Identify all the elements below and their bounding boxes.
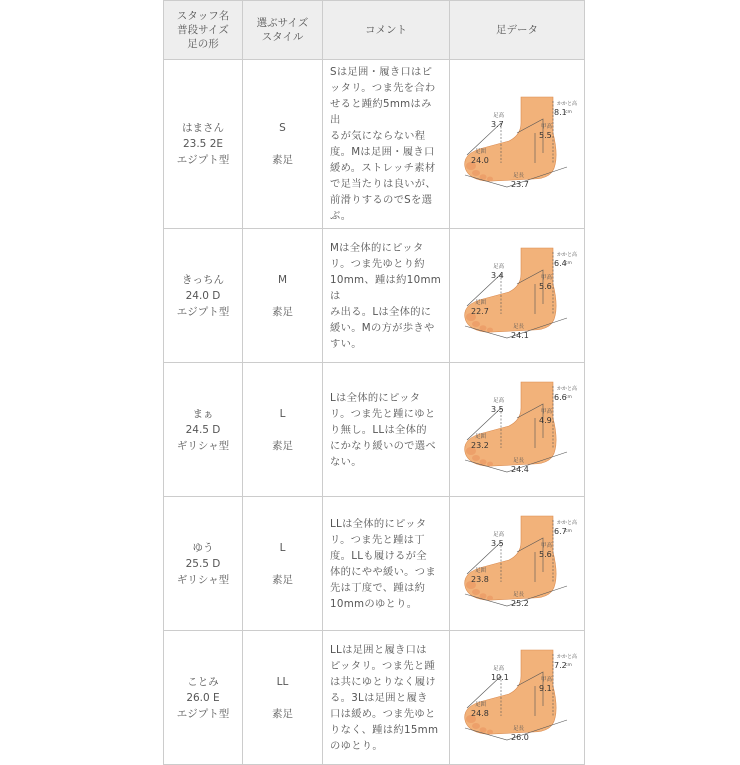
table-row-1: [164, 60, 585, 229]
comment-line: ぶ。: [330, 210, 352, 222]
heel-height-value: 7.2: [554, 661, 567, 670]
table-row-3: [164, 363, 585, 497]
comment-line: ピッタリ。つま先と踵: [330, 659, 436, 672]
comment-line: は共にゆとりなく履け: [330, 675, 436, 688]
foot-height-value: 3.5: [491, 405, 504, 414]
heel-height-value: 6.4: [554, 259, 567, 268]
width-value: 22.7: [471, 307, 489, 316]
comment-line: ない。: [330, 455, 362, 468]
unit-label: cm: [565, 395, 572, 400]
heel-height-value: 8.1: [554, 107, 567, 117]
heel-height-label: かかと高: [557, 654, 577, 660]
unit-label: cm: [565, 663, 572, 668]
comment-line: リ。つま先ゆとり約: [330, 257, 425, 270]
chosen-size: L: [279, 541, 286, 554]
staff-name: はまさん: [182, 122, 224, 134]
usual-size: 23.5 2E: [182, 138, 224, 150]
chosen-size: S: [279, 122, 286, 134]
staff-name: きっちん: [182, 273, 224, 286]
comment-line: 前滑りするのでSを選: [330, 194, 433, 206]
foot-data-cell: [450, 363, 585, 497]
foot-data-cell: [450, 631, 585, 765]
foot-shape: ギリシャ型: [176, 573, 230, 586]
chosen-size: M: [277, 273, 288, 286]
style: 素足: [272, 573, 293, 586]
unit-label: cm: [565, 109, 572, 115]
heel-height-value: 6.7: [554, 527, 567, 536]
instep-height-value: 5.6: [539, 550, 552, 559]
foot-height-value: 3.5: [491, 539, 504, 548]
foot-data-cell: [450, 229, 585, 363]
comment-line: 先は丁度で、踵は約: [330, 581, 426, 594]
comment-line: 度。Mは足囲・履き口: [330, 146, 435, 158]
instep-height-label: 甲高: [541, 677, 553, 683]
comment-line: りなく、踵は約15mm: [330, 723, 439, 736]
unit-label: cm: [565, 529, 572, 534]
instep-height-label: 甲高: [541, 409, 553, 415]
length-value: 23.7: [511, 179, 529, 189]
foot-shape: エジプト型: [176, 154, 230, 166]
foot-shape: ギリシャ型: [176, 439, 230, 452]
width-value: 24.0: [471, 155, 489, 165]
heel-height-label: かかと高: [557, 252, 577, 258]
size-cell: [243, 363, 323, 497]
length-label: 足長: [513, 172, 525, 179]
comment-line: LLは足囲と履き口は: [330, 643, 427, 656]
heel-height-label: かかと高: [557, 520, 577, 526]
comment-line: 体的にやや緩い。つま: [330, 565, 436, 578]
comment-line: 10mm、踵は約10mmは: [330, 273, 442, 302]
header-comment: コメント: [323, 1, 450, 60]
width-label: 足囲: [475, 568, 487, 574]
style: 素足: [272, 154, 293, 166]
staff-name: まぁ: [192, 407, 214, 420]
size-cell: [243, 60, 323, 229]
foot-height-label: 足高: [493, 398, 505, 404]
width-value: 23.8: [471, 575, 489, 584]
comment-line: のゆとり。: [330, 739, 383, 752]
header-size: 選ぶサイズ スタイル: [243, 1, 323, 60]
foot-data-cell: [450, 497, 585, 631]
comment-line: Mは全体的にピッタ: [330, 241, 424, 254]
staff-cell: [164, 60, 243, 229]
instep-height-label: 甲高: [541, 123, 553, 130]
instep-height-label: 甲高: [541, 543, 553, 549]
usual-size: 24.5 D: [185, 423, 221, 436]
comment-cell: [323, 363, 450, 497]
staff-cell: [164, 497, 243, 631]
comment-line: 緩い。Mの方が歩きや: [330, 321, 435, 334]
usual-size: 26.0 E: [186, 691, 220, 704]
length-label: 足長: [513, 726, 525, 732]
foot-height-label: 足高: [493, 666, 505, 672]
staff-cell: [164, 363, 243, 497]
foot-diagram: [457, 93, 577, 193]
foot-height-value: 3.7: [491, 119, 504, 129]
width-value: 24.8: [471, 709, 489, 718]
comment-line: LLは全体的にピッタ: [330, 517, 427, 530]
comment-line: 口は緩め。つま先ゆと: [330, 707, 436, 720]
heel-height-label: かかと高: [557, 386, 577, 392]
comment-cell: [323, 60, 450, 229]
table-row-2: [164, 229, 585, 363]
width-label: 足囲: [475, 300, 487, 306]
comment-line: で足当たりは良いが、: [330, 178, 436, 190]
width-label: 足囲: [475, 702, 487, 708]
size-cell: [243, 229, 323, 363]
comment-line: Sは足囲・履き口はピ: [330, 66, 433, 78]
length-label: 足長: [513, 458, 525, 464]
comment-line: にかなり緩いので選べ: [330, 439, 436, 452]
foot-shape: エジプト型: [176, 305, 230, 318]
staff-cell: [164, 631, 243, 765]
comment-line: る。3Lは足囲と履き: [330, 691, 428, 704]
foot-shape: エジプト型: [176, 707, 230, 720]
foot-height-label: 足高: [493, 112, 505, 119]
length-value: 24.4: [511, 465, 529, 474]
staff-name: ことみ: [187, 675, 219, 688]
comment-line: せると踵約5mmはみ出: [330, 98, 432, 126]
foot-diagram: [457, 378, 577, 478]
length-value: 26.0: [511, 733, 529, 742]
comment-line: Lは全体的にピッタ: [330, 391, 421, 404]
foot-data-cell: [450, 60, 585, 229]
size-cell: [243, 631, 323, 765]
foot-diagram: [457, 244, 577, 344]
instep-height-value: 5.6: [539, 282, 552, 291]
heel-height-label: かかと高: [557, 100, 577, 107]
comment-line: 10mmのゆとり。: [330, 597, 418, 610]
header-row: [164, 1, 585, 60]
width-label: 足囲: [475, 434, 487, 440]
staff-name: ゆう: [192, 541, 214, 554]
style: 素足: [272, 707, 293, 720]
length-label: 足長: [513, 324, 525, 330]
comment-line: り無し。LLは全体的: [330, 423, 427, 436]
foot-height-label: 足高: [493, 264, 505, 270]
chosen-size: L: [279, 407, 286, 420]
unit-label: cm: [565, 261, 572, 266]
comment-line: るが気にならない程: [330, 130, 426, 142]
foot-height-value: 3.4: [491, 271, 504, 280]
heel-height-value: 6.6: [554, 393, 567, 402]
comment-cell: [323, 229, 450, 363]
size-guide-table: [163, 0, 585, 765]
chosen-size: LL: [276, 675, 289, 688]
size-cell: [243, 497, 323, 631]
header-staff: スタッフ名 普段サイズ 足の形: [164, 1, 243, 60]
instep-height-value: 4.9: [539, 416, 552, 425]
instep-height-value: 5.5: [539, 130, 552, 140]
comment-line: リ。つま先と踵は丁: [330, 533, 425, 546]
length-value: 25.2: [511, 599, 529, 608]
foot-height-label: 足高: [493, 532, 505, 538]
foot-diagram: [457, 512, 577, 612]
foot-diagram: [457, 646, 577, 746]
instep-height-value: 9.1: [539, 684, 552, 693]
foot-height-value: 10.1: [491, 673, 509, 682]
style: 素足: [272, 305, 293, 318]
width-label: 足囲: [475, 148, 487, 155]
style: 素足: [272, 439, 293, 452]
instep-height-label: 甲高: [541, 275, 553, 281]
comment-cell: [323, 631, 450, 765]
usual-size: 24.0 D: [185, 289, 221, 302]
comment-line: 度。LLも履けるが全: [330, 549, 427, 562]
table-row-5: [164, 631, 585, 765]
usual-size: 25.5 D: [185, 557, 221, 570]
comment-cell: [323, 497, 450, 631]
comment-line: み出る。Lは全体的に: [330, 305, 432, 318]
comment-line: 緩め。ストレッチ素材: [330, 162, 436, 174]
width-value: 23.2: [471, 441, 489, 450]
length-value: 24.1: [511, 331, 529, 340]
staff-cell: [164, 229, 243, 363]
length-label: 足長: [513, 592, 525, 598]
header-foot-data: 足データ: [450, 1, 585, 60]
comment-line: リ。つま先と踵にゆと: [330, 407, 436, 420]
table-row-4: [164, 497, 585, 631]
comment-line: ッタリ。つま先を合わ: [330, 82, 436, 94]
comment-line: すい。: [330, 337, 362, 350]
